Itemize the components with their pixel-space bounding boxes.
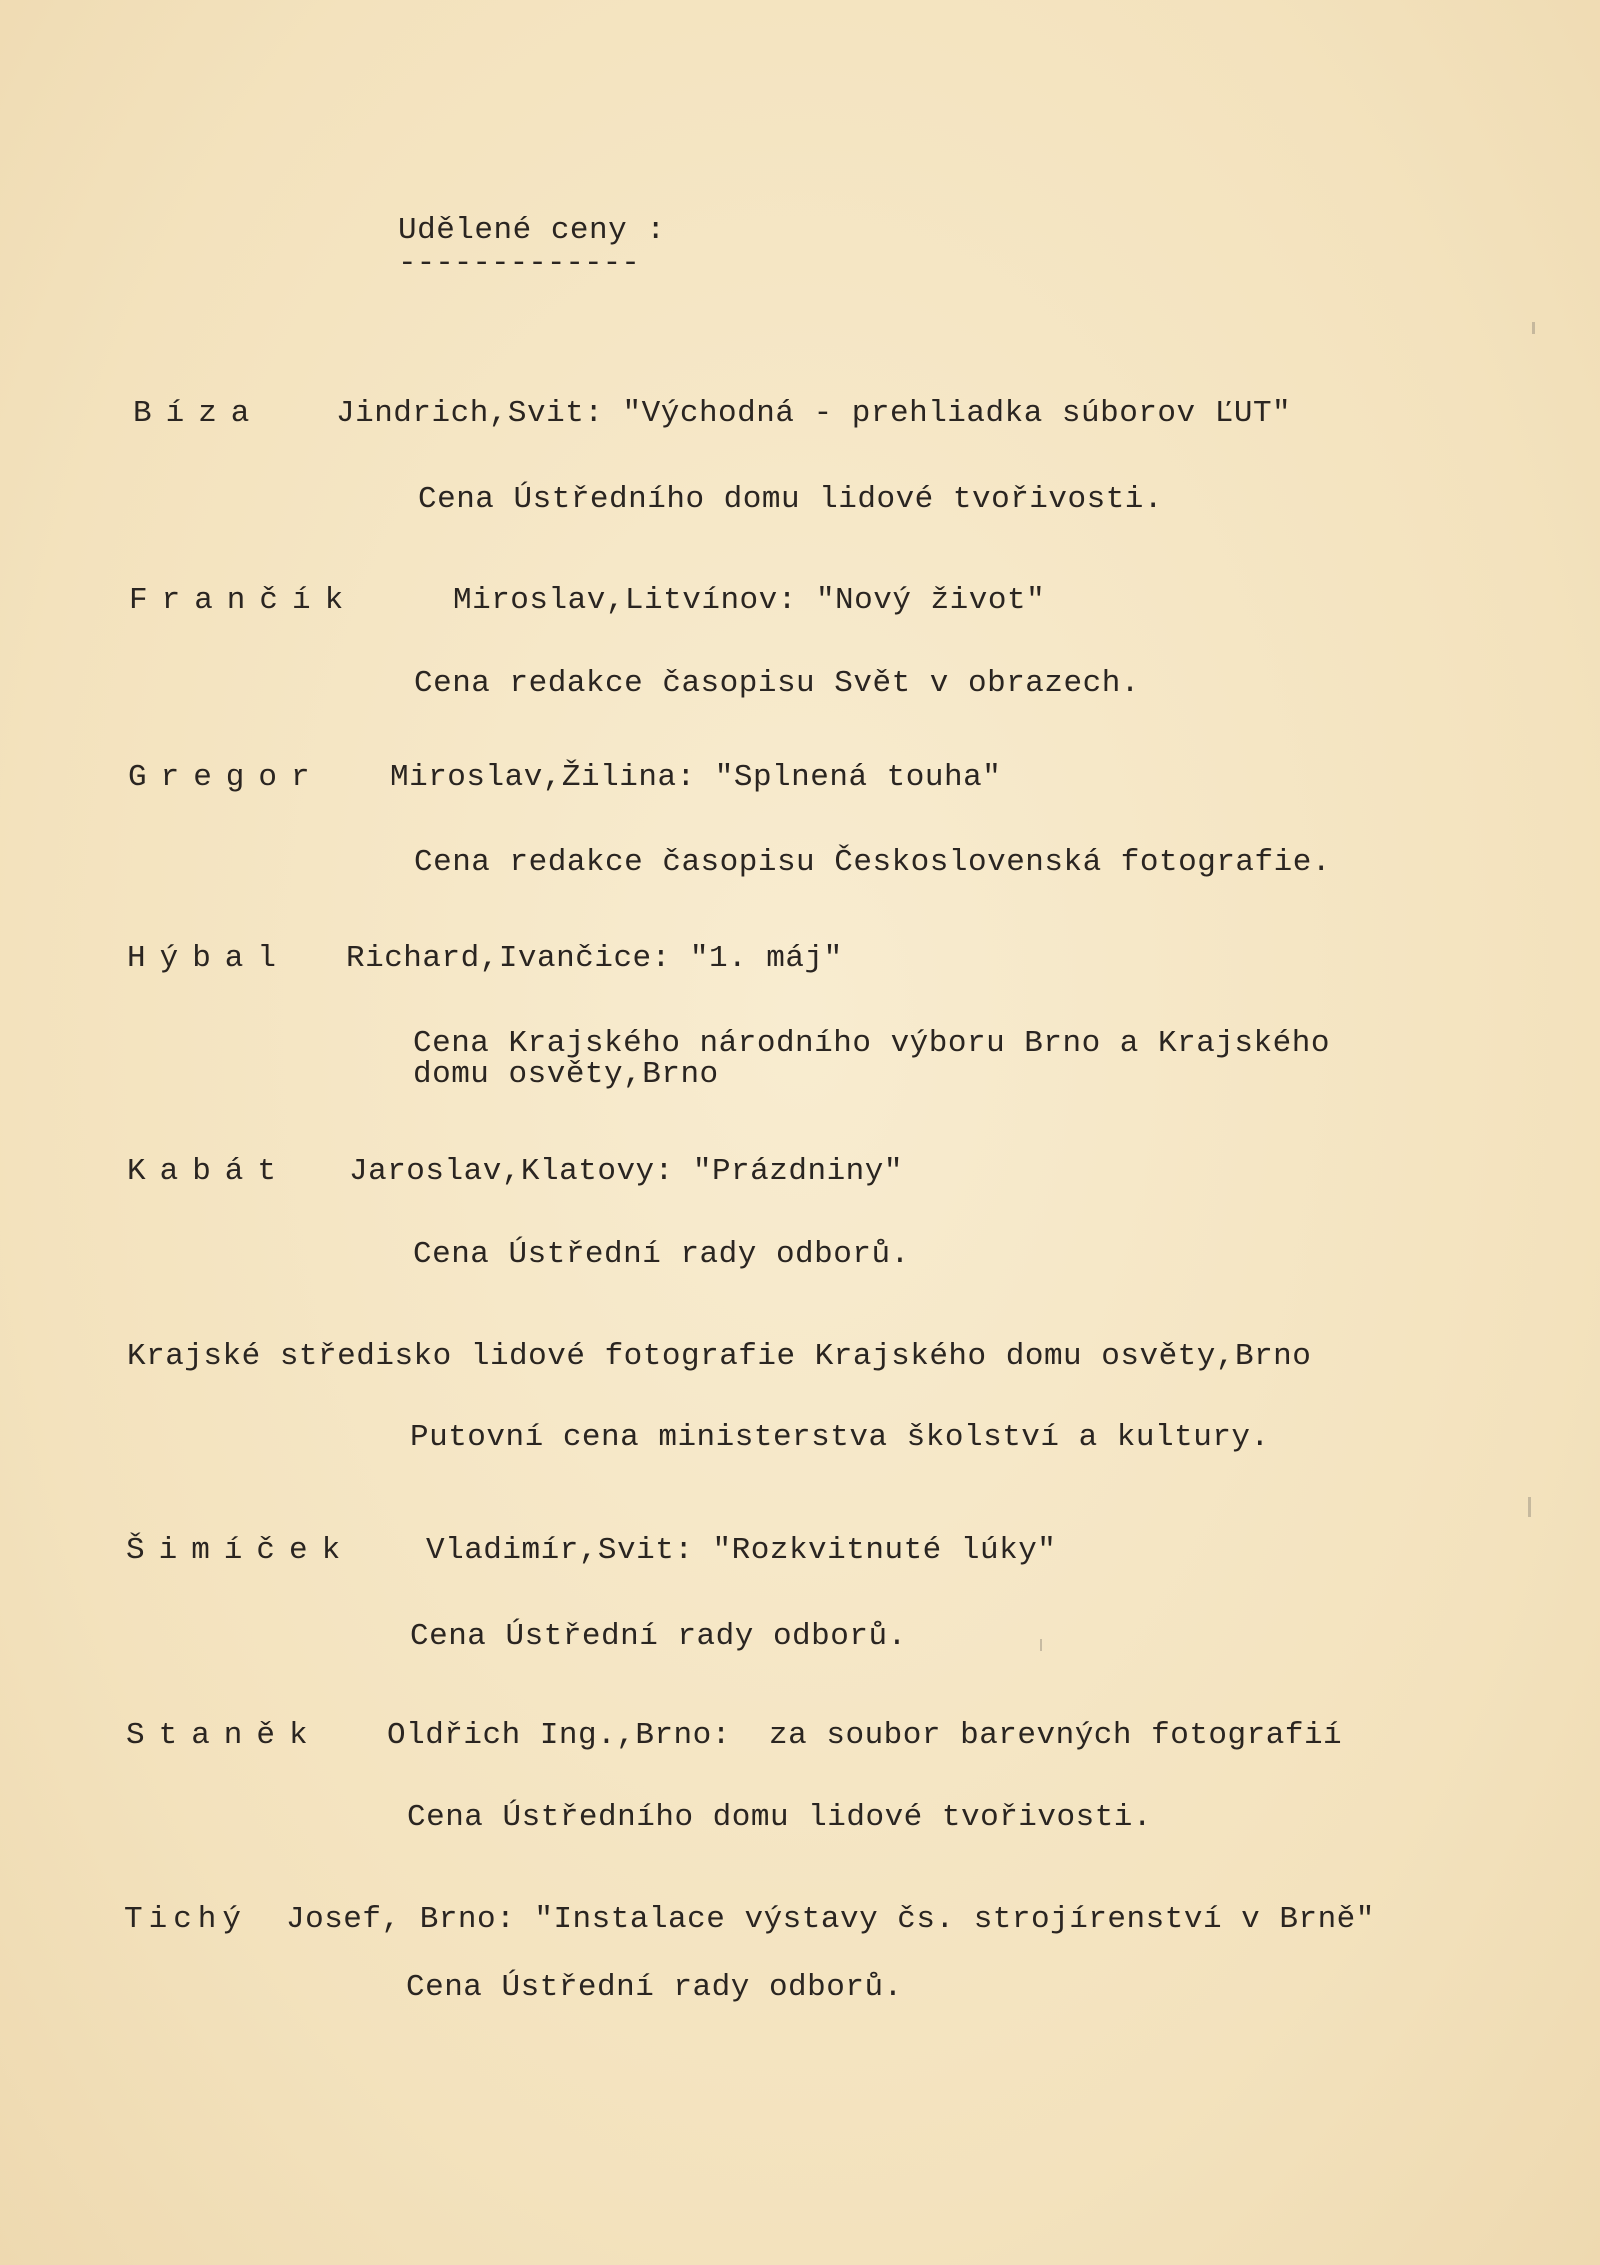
- entry-surname: Šimíček: [126, 1533, 355, 1568]
- entry-details: Jaroslav,Klatovy: "Prázdniny": [349, 1154, 903, 1189]
- entry-award: Cena Ústřední rady odborů.: [406, 1970, 903, 2005]
- entry-surname: Bíza: [133, 396, 264, 431]
- entry-details: Jindrich,Svit: "Východná - prehliadka súborov ĽUT": [336, 396, 1292, 431]
- entry-details: Miroslav,Litvínov: "Nový život": [453, 583, 1046, 618]
- entry-award: Cena Ústřední rady odborů.: [410, 1619, 907, 1654]
- entry-details: Oldřich Ing.,Brno: za soubor barevných fotografií: [387, 1718, 1343, 1753]
- entry-award: Cena Ústřední rady odborů.: [413, 1237, 910, 1272]
- entry-award-continued: domu osvěty,Brno: [413, 1057, 719, 1092]
- entry-surname: Kabát: [127, 1154, 291, 1189]
- entry-surname: Tichý: [124, 1902, 248, 1937]
- entry-details: Josef, Brno: "Instalace výstavy čs. strojírenství v Brně": [286, 1902, 1375, 1937]
- entry-details: Richard,Ivančice: "1. máj": [346, 941, 843, 976]
- entry-award: Cena redakce časopisu Československá fotografie.: [414, 845, 1331, 880]
- page-title: Udělené ceny :: [398, 213, 666, 248]
- entry-surname: Staněk: [126, 1718, 322, 1753]
- entry-award: Cena Ústředního domu lidové tvořivosti.: [418, 482, 1164, 517]
- entry-surname: Gregor: [128, 760, 324, 795]
- paper-speck: [1528, 1497, 1531, 1517]
- entry-award: Cena Krajského národního výboru Brno a Krajského: [413, 1026, 1330, 1061]
- entry-award: Cena Ústředního domu lidové tvořivosti.: [407, 1800, 1153, 1835]
- title-underline: -------------: [398, 246, 640, 281]
- entry-award: Putovní cena ministerstva školství a kultury.: [410, 1420, 1270, 1455]
- entry-details: Vladimír,Svit: "Rozkvitnuté lúky": [426, 1533, 1057, 1568]
- paper-speck: [1532, 322, 1535, 334]
- entry-details: Miroslav,Žilina: "Splnená touha": [390, 760, 1002, 795]
- entry-details: Krajské středisko lidové fotografie Krajského domu osvěty,Brno: [127, 1339, 1312, 1374]
- entry-surname: Frančík: [129, 583, 358, 618]
- paper-speck: [1040, 1639, 1042, 1651]
- entry-award: Cena redakce časopisu Svět v obrazech.: [414, 666, 1140, 701]
- entry-surname: Hýbal: [127, 941, 291, 976]
